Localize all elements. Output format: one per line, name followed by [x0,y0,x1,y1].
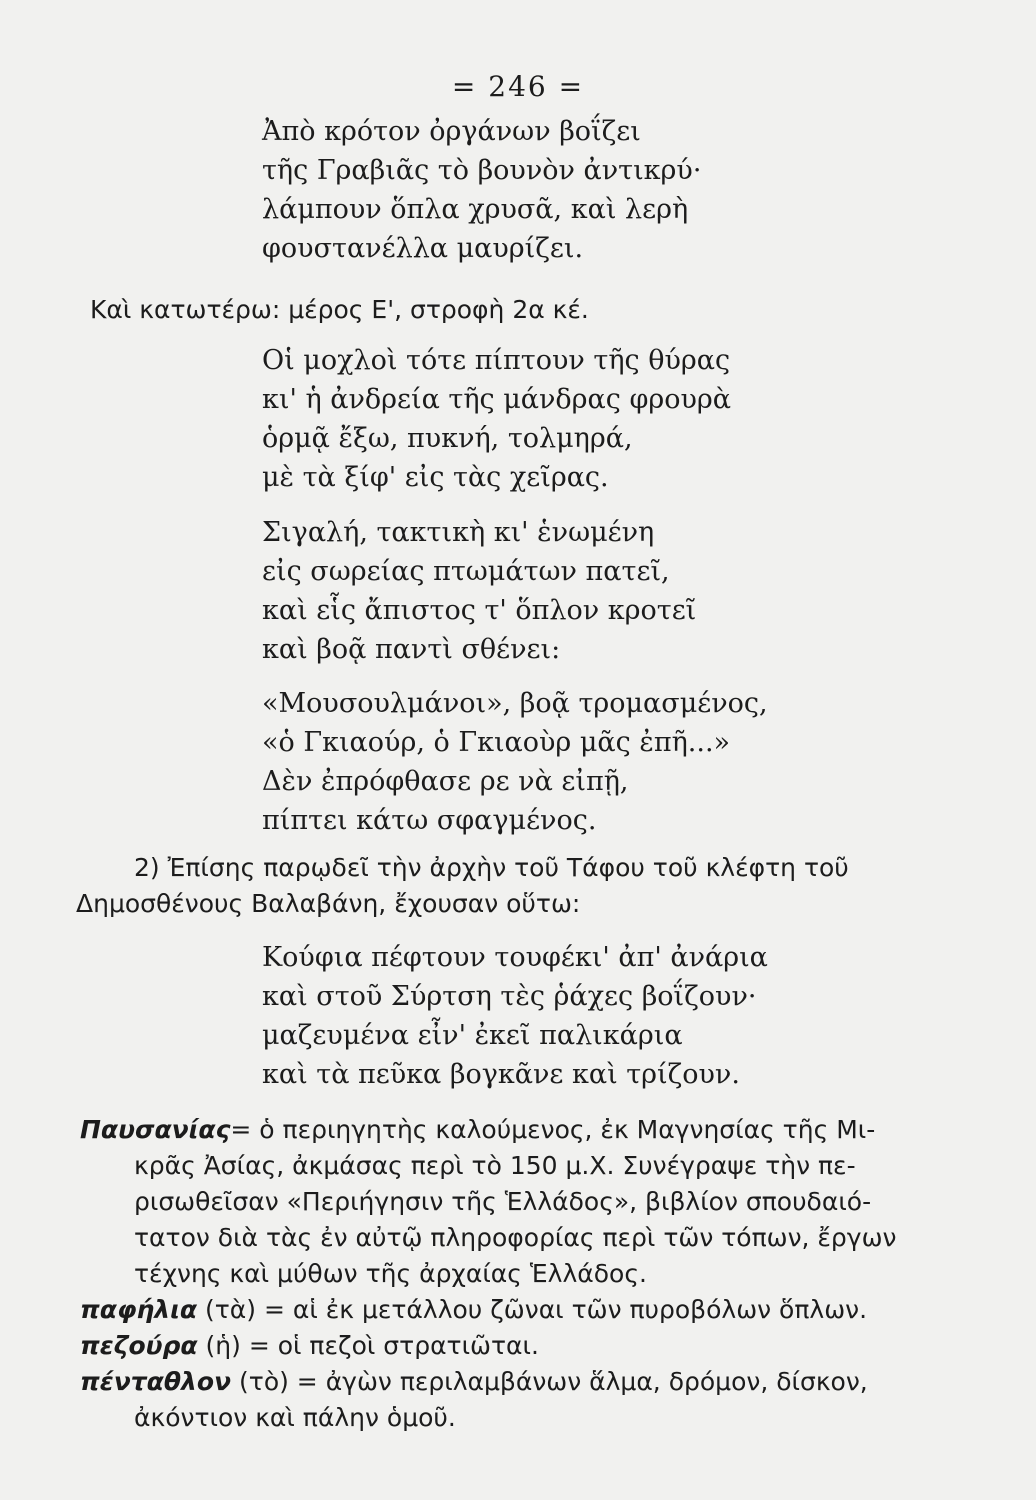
verse-line: Δὲν ἐπρόφθασε ρε νὰ εἰπῇ, [262,766,629,797]
verse-line: εἰς σωρείας πτωμάτων πατεῖ, [262,556,670,587]
verse-line: τῆς Γραβιᾶς τὸ βουνὸν ἀντικρύ· [262,155,702,186]
glossary-definition: κρᾶς Ἀσίας, ἀκμάσας περὶ τὸ 150 μ.Χ. Συνέγραψε τὴν πε- [134,1151,856,1180]
verse-line: «ὁ Γκιαούρ, ὁ Γκιαοὺρ μᾶς ἐπῆ...» [262,727,731,758]
glossary-entry-pentathlon [80,1364,868,1400]
glossary-definition: τέχνης καὶ μύθων τῆς ἀρχαίας Ἑλλάδος. [134,1259,647,1288]
glossary-entry-paphilia [80,1292,867,1328]
glossary-entry-pezoura [80,1328,539,1364]
glossary-definition: (τὰ) = αἱ ἐκ μετάλλου ζῶναι τῶν πυροβόλων ὅπλων. [197,1295,868,1324]
verse-line: Ἀπὸ κρότον ὀργάνων βοΐζει [262,116,641,147]
verse-line: μὲ τὰ ξίφ' εἰς τὰς χεῖρας. [262,462,609,493]
paragraph-line: Δημοσθένους Βαλαβάνη, ἔχουσαν οὕτω: [76,889,581,918]
glossary-entry-pausanias [80,1112,875,1148]
glossary-term: πένταθλον [80,1367,232,1396]
verse-line: Οἱ μοχλοὶ τότε πίπτουν τῆς θύρας [262,345,731,376]
glossary-definition: (τὸ) = ἀγὼν περιλαμβάνων ἅλμα, δρόμον, δίσκον, [231,1367,868,1396]
verse-line: «Μουσουλμάνοι», βοᾷ τρομασμένος, [262,688,768,719]
verse-line: καὶ βοᾷ παντὶ σθένει: [262,634,561,665]
glossary-term: Παυσανίας [80,1115,231,1144]
verse-line: λάμπουν ὅπλα χρυσᾶ, καὶ λερὴ [262,194,689,225]
verse-line: πίπτει κάτω σφαγμένος. [262,805,597,836]
verse-line: κι' ἡ ἀνδρεία τῆς μάνδρας φρουρὰ [262,384,732,415]
page-number: = 246 = [451,70,585,103]
verse-line: Σιγαλή, τακτικὴ κι' ἑνωμένη [262,517,655,548]
verse-line: μαζευμένα εἶν' ἐκεῖ παλικάρια [262,1020,683,1051]
verse-line: καὶ στοῦ Σύρτση τὲς ῥάχες βοΐζουν· [262,981,757,1012]
glossary-definition: τατον διὰ τὰς ἐν αὐτῷ πληροφορίας περὶ τῶν τόπων, ἔργων [134,1223,897,1252]
glossary-definition: ρισωθεῖσαν «Περιήγησιν τῆς Ἑλλάδος», βιβλίον σπουδαιό- [134,1187,872,1216]
verse-line: Κούφια πέφτουν τουφέκι' ἀπ' ἀνάρια [262,942,768,973]
intro-text: Καὶ κατωτέρω: μέρος Ε', στροφὴ 2α κέ. [90,295,589,324]
paragraph-line: 2) Ἐπίσης παρῳδεῖ τὴν ἀρχὴν τοῦ Τάφου τοῦ κλέφτη τοῦ [134,853,849,882]
verse-line: καὶ εἷς ἄπιστος τ' ὅπλον κροτεῖ [262,595,697,626]
glossary-definition: (ἡ) = οἱ πεζοὶ στρατιῶται. [197,1331,539,1360]
verse-line: φουστανέλλα μαυρίζει. [262,233,584,264]
glossary-term: παφήλια [80,1295,198,1324]
glossary-term: πεζούρα [80,1331,198,1360]
glossary-definition: ἀκόντιον καὶ πάλην ὁμοῦ. [134,1403,456,1432]
verse-line: ὁρμᾷ ἔξω, πυκνή, τολμηρά, [262,423,633,454]
glossary-definition: = ὁ περιηγητὴς καλούμενος, ἐκ Μαγνησίας τῆς Μι- [230,1115,876,1144]
verse-line: καὶ τὰ πεῦκα βογκᾶνε καὶ τρίζουν. [262,1059,740,1090]
